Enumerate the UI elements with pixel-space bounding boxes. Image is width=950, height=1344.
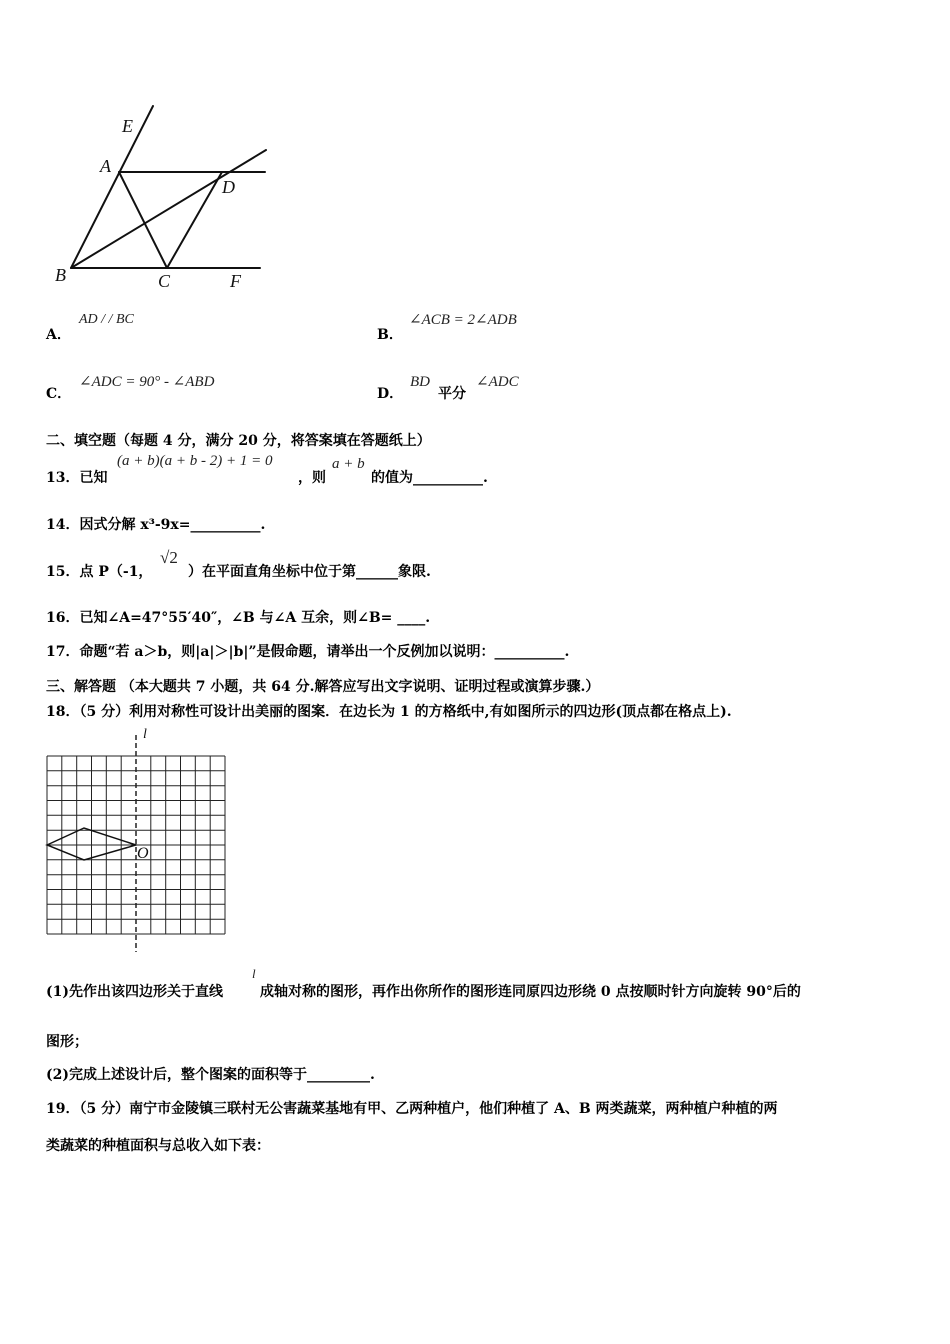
option-c-letter: C． <box>46 386 72 402</box>
option-b-content: ∠ACB = 2∠ADB <box>409 312 517 328</box>
q18-text: 18．（5 分）利用对称性可设计出美丽的图案．在边长为 1 的方格纸中,有如图所示的四边形(顶点都在格点上). <box>46 704 732 720</box>
section2-title: 二、填空题（每题 4 分，满分 20 分，将答案填在答题纸上） <box>46 433 431 449</box>
option-b-letter: B． <box>377 327 403 343</box>
q15-post: ）在平面直角坐标中位于第______象限. <box>188 564 431 580</box>
option-d-bd: BD <box>410 374 430 390</box>
section3-title: 三、解答题 （本大题共 7 小题，共 64 分.解答应写出文字说明、证明过程或演算步骤.） <box>46 679 600 695</box>
q13-mid: ，则 <box>298 470 326 486</box>
option-a-content: AD / / BC <box>79 312 134 327</box>
q13-expr2: a + b <box>332 456 365 472</box>
grid-label-l: l <box>143 727 147 742</box>
option-d-angle: ∠ADC <box>476 374 519 390</box>
q15-pre: 15．点 P（-1， <box>46 564 153 580</box>
label-b: B <box>55 265 66 285</box>
q13-expr: (a + b)(a + b - 2) + 1 = 0 <box>117 453 273 469</box>
q13-num: 13．已知 <box>46 470 108 486</box>
q19-line1: 19．（5 分）南宁市金陵镇三联村无公害蔬菜基地有甲、乙两种植户，他们种植了 A、B 两类蔬菜，两种植户种植的两 <box>46 1101 778 1117</box>
option-a-letter: A． <box>46 327 71 343</box>
grid-label-o: O <box>137 845 149 862</box>
q14: 14．因式分解 x³-9x=__________. <box>46 517 266 533</box>
q18-part1-c: 图形； <box>46 1034 88 1050</box>
label-f: F <box>230 271 241 291</box>
option-d-mid: 平分 <box>438 386 466 402</box>
grid-figure <box>0 0 240 960</box>
label-c: C <box>158 271 171 291</box>
label-d: D <box>222 177 235 197</box>
q18-part1-l: l <box>252 966 256 981</box>
label-a: A <box>100 156 111 176</box>
q18-part1-b: 成轴对称的图形，再作出你所作的图形连同原四边形绕 0 点按顺时针方向旋转 90°后的 <box>260 984 801 1000</box>
q19-line2: 类蔬菜的种植面积与总收入如下表： <box>46 1138 270 1154</box>
label-e: E <box>122 116 133 136</box>
q15-sqrt: √2 <box>160 548 178 567</box>
option-c-content: ∠ADC = 90° - ∠ABD <box>79 374 215 390</box>
option-d-letter: D． <box>377 386 404 402</box>
q17: 17．命题“若 a＞b，则|a|＞|b|”是假命题，请举出一个反例加以说明：__________. <box>46 644 570 660</box>
q18-part1-a: (1)先作出该四边形关于直线 <box>46 984 223 1000</box>
q18-part2: (2)完成上述设计后，整个图案的面积等于_________. <box>46 1067 375 1083</box>
q16: 16．已知∠A=47°55′40″，∠B 与∠A 互余，则∠B= ____. <box>46 610 431 626</box>
q13-tail: 的值为__________. <box>371 470 488 486</box>
